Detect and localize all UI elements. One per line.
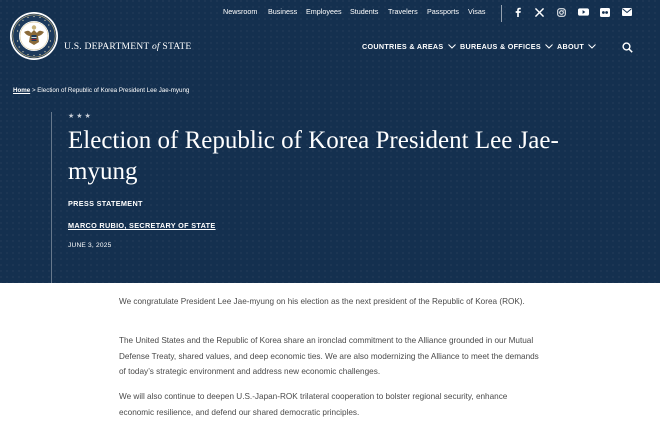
youtube-icon[interactable] <box>577 6 589 18</box>
utility-nav <box>0 5 660 19</box>
decorative-divider <box>51 112 52 283</box>
breadcrumb <box>13 87 189 94</box>
article-paragraph: We congratulate President Lee Jae-myung on his election as the next president of the Republic of Korea (ROK). <box>119 297 525 306</box>
utility-link-employees[interactable]: Employees <box>306 7 342 16</box>
search-icon[interactable] <box>622 40 634 52</box>
nav-label: COUNTRIES & AREAS <box>362 42 444 51</box>
facebook-icon[interactable] <box>512 6 524 18</box>
email-icon[interactable] <box>621 6 633 18</box>
utility-link-newsroom[interactable]: Newsroom <box>223 7 258 16</box>
article-date: JUNE 3, 2025 <box>68 242 112 249</box>
utility-link-travelers[interactable]: Travelers <box>388 7 418 16</box>
article-type: PRESS STATEMENT <box>68 199 143 208</box>
nav-countries-areas[interactable] <box>362 42 456 51</box>
breadcrumb-current: Election of Republic of Korea President Lee Jae-myung <box>37 87 190 94</box>
utility-link-passports[interactable]: Passports <box>427 7 459 16</box>
department-seal-logo[interactable] <box>9 11 59 61</box>
breadcrumb-separator: > <box>31 87 36 94</box>
utility-link-business[interactable]: Business <box>268 7 298 16</box>
x-icon[interactable] <box>533 6 545 18</box>
author-link[interactable]: MARCO RUBIO, SECRETARY OF STATE <box>68 221 216 230</box>
nav-label: ABOUT <box>557 42 585 51</box>
instagram-icon[interactable] <box>555 6 567 18</box>
nav-about[interactable] <box>557 42 596 51</box>
article-paragraph: We will also continue to deepen U.S.-Japan-ROK trilateral cooperation to bolster regional security, enhance economic resilience, and defend our shared democratic principles. <box>119 392 508 417</box>
chevron-down-icon <box>588 44 596 49</box>
page-title: Election of Republic of Korea President Lee Jae-myung <box>68 127 559 185</box>
chevron-down-icon <box>545 44 553 49</box>
article-paragraph: The United States and the Republic of Korea share an ironclad commitment to the Alliance grounded in our Mutual Defense Treaty, shared values, and deep economic ties. We are also modernizing the Alliance to meet the demands of today’s strategic environment and address new economic challenges. <box>119 336 539 376</box>
utility-divider <box>501 5 502 22</box>
utility-link-students[interactable]: Students <box>350 7 379 16</box>
breadcrumb-home-link[interactable]: Home <box>13 87 31 94</box>
nav-label: BUREAUS & OFFICES <box>460 42 541 51</box>
utility-link-visas[interactable]: Visas <box>468 7 486 16</box>
nav-bureaus-offices[interactable] <box>460 42 553 51</box>
chevron-down-icon <box>448 44 456 49</box>
flickr-icon[interactable] <box>599 6 611 18</box>
stars-decoration: ★★★ <box>68 113 93 120</box>
agency-name[interactable]: U.S. DEPARTMENT of STATE <box>64 41 192 52</box>
